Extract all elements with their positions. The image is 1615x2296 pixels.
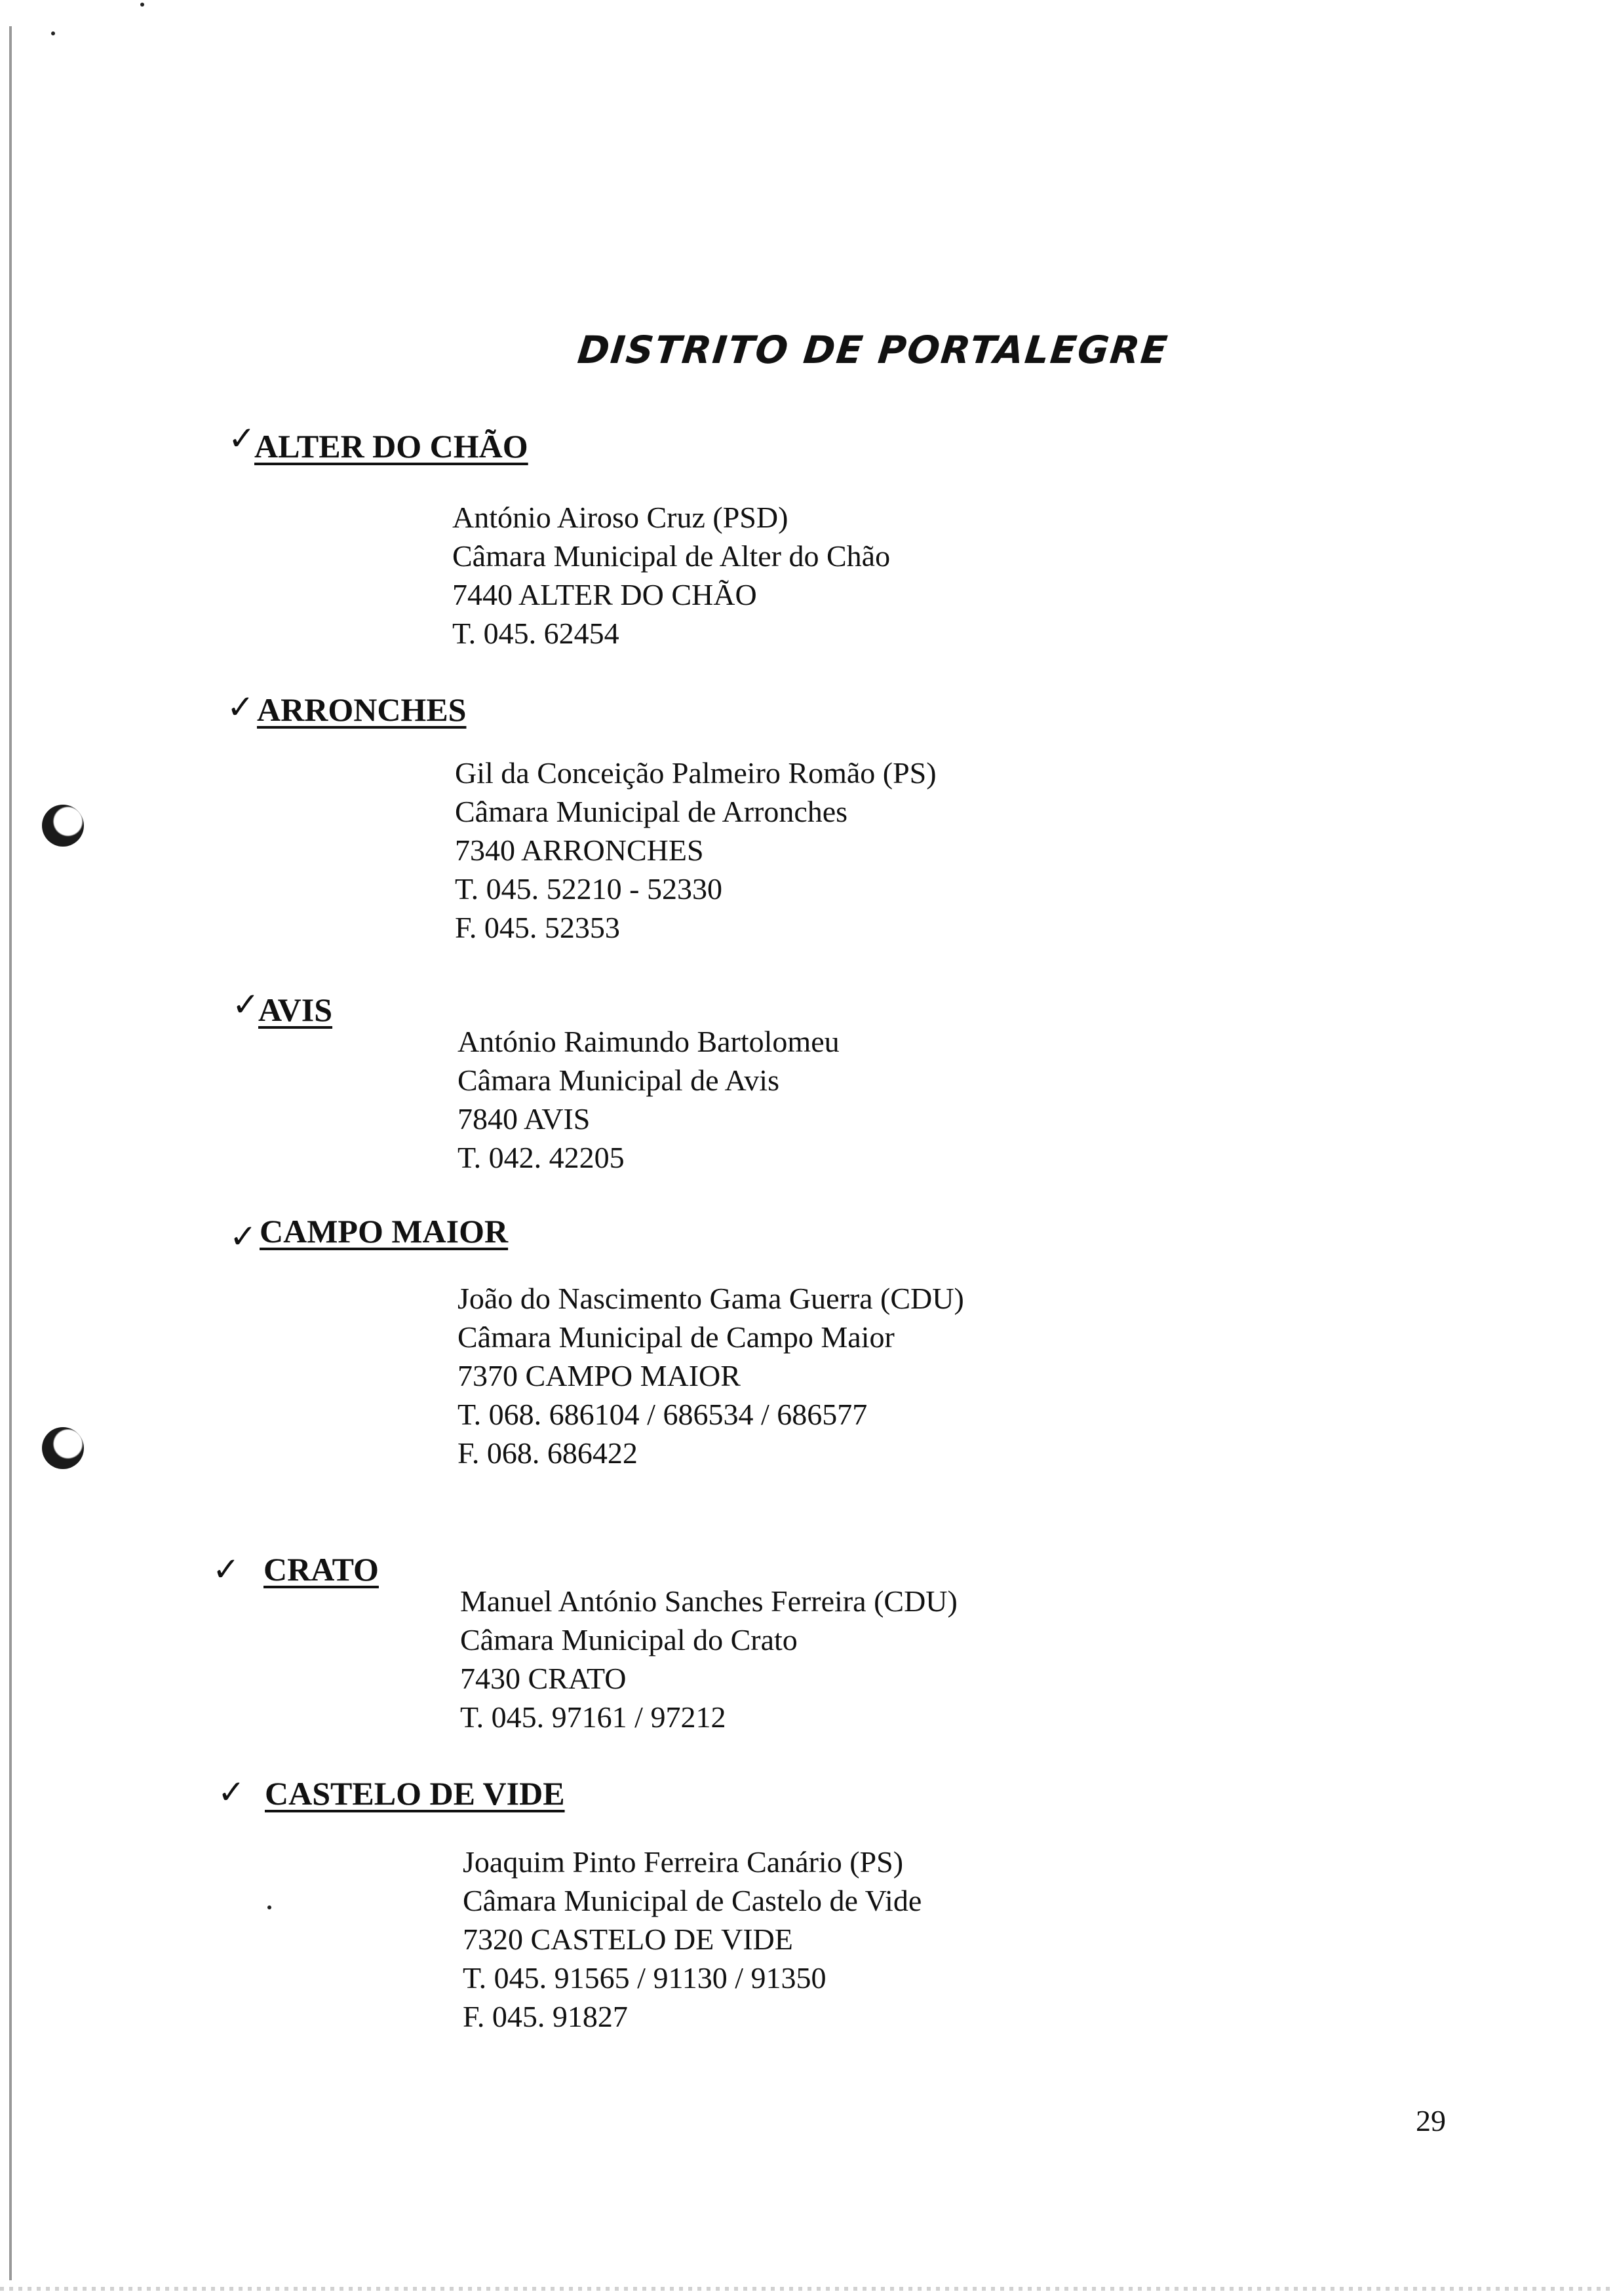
- council-name: Câmara Municipal de Alter do Chão: [452, 539, 891, 573]
- punch-hole: [42, 1427, 84, 1469]
- council-name: Câmara Municipal de Avis: [457, 1063, 779, 1097]
- postal-address: 7440 ALTER DO CHÃO: [452, 578, 757, 611]
- section-heading-alter-do-chao: ALTER DO CHÃO: [254, 428, 528, 465]
- postal-address: 7430 CRATO: [460, 1662, 627, 1695]
- fax: F. 045. 52353: [455, 911, 620, 944]
- contact-block-avis: [457, 1022, 840, 1177]
- telephone: T. 045. 52210 - 52330: [455, 872, 723, 906]
- telephone: T. 045. 97161 / 97212: [460, 1700, 726, 1734]
- mayor-name: João do Nascimento Gama Guerra (CDU): [457, 1282, 964, 1315]
- section-heading-crato: CRATO: [263, 1551, 379, 1588]
- mayor-name: Joaquim Pinto Ferreira Canário (PS): [463, 1845, 904, 1879]
- telephone: T. 068. 686104 / 686534 / 686577: [457, 1398, 868, 1431]
- mayor-name: Gil da Conceição Palmeiro Romão (PS): [455, 756, 937, 790]
- postal-address: 7340 ARRONCHES: [455, 833, 704, 867]
- telephone: T. 042. 42205: [457, 1141, 625, 1174]
- scan-bottom-edge: [0, 2287, 1615, 2291]
- council-name: Câmara Municipal de Campo Maior: [457, 1320, 895, 1354]
- mayor-name: António Airoso Cruz (PSD): [452, 501, 788, 534]
- fax: F. 045. 91827: [463, 2000, 628, 2033]
- check-mark: ✓: [229, 1217, 257, 1255]
- contact-block-arronches: [455, 754, 937, 947]
- check-mark: ✓: [232, 985, 260, 1024]
- postal-address: 7320 CASTELO DE VIDE: [463, 1923, 793, 1956]
- council-name: Câmara Municipal de Castelo de Vide: [463, 1884, 922, 1917]
- page-title: DISTRITO DE PORTALEGRE: [575, 328, 1171, 372]
- check-mark: ✓: [227, 688, 254, 726]
- page-number: 29: [1416, 2104, 1446, 2137]
- fax: F. 068. 686422: [457, 1436, 638, 1470]
- check-mark: ✓: [212, 1550, 240, 1588]
- mayor-name: Manuel António Sanches Ferreira (CDU): [460, 1584, 958, 1618]
- contact-block-crato: [460, 1582, 958, 1736]
- postal-address: 7840 AVIS: [457, 1102, 591, 1136]
- check-mark: ✓: [218, 1773, 245, 1811]
- section-heading-arronches: ARRONCHES: [257, 691, 467, 728]
- telephone: T. 045. 91565 / 91130 / 91350: [463, 1961, 827, 1995]
- contact-block-campo-maior: [457, 1279, 964, 1472]
- scan-speck: [267, 1905, 271, 1909]
- postal-address: 7370 CAMPO MAIOR: [457, 1359, 741, 1392]
- contact-block-alter-do-chao: [452, 498, 890, 653]
- punch-hole: [42, 805, 84, 847]
- council-name: Câmara Municipal de Arronches: [455, 795, 848, 828]
- scan-speck: [140, 3, 144, 7]
- section-heading-campo-maior: CAMPO MAIOR: [260, 1213, 509, 1250]
- contact-block-castelo-de-vide: [463, 1843, 922, 2036]
- section-heading-castelo-de-vide: CASTELO DE VIDE: [265, 1775, 565, 1812]
- section-heading-avis: AVIS: [258, 991, 333, 1028]
- scan-speck: [51, 31, 55, 35]
- telephone: T. 045. 62454: [452, 617, 619, 650]
- council-name: Câmara Municipal do Crato: [460, 1623, 798, 1656]
- check-mark: ✓: [228, 419, 256, 457]
- mayor-name: António Raimundo Bartolomeu: [457, 1025, 840, 1058]
